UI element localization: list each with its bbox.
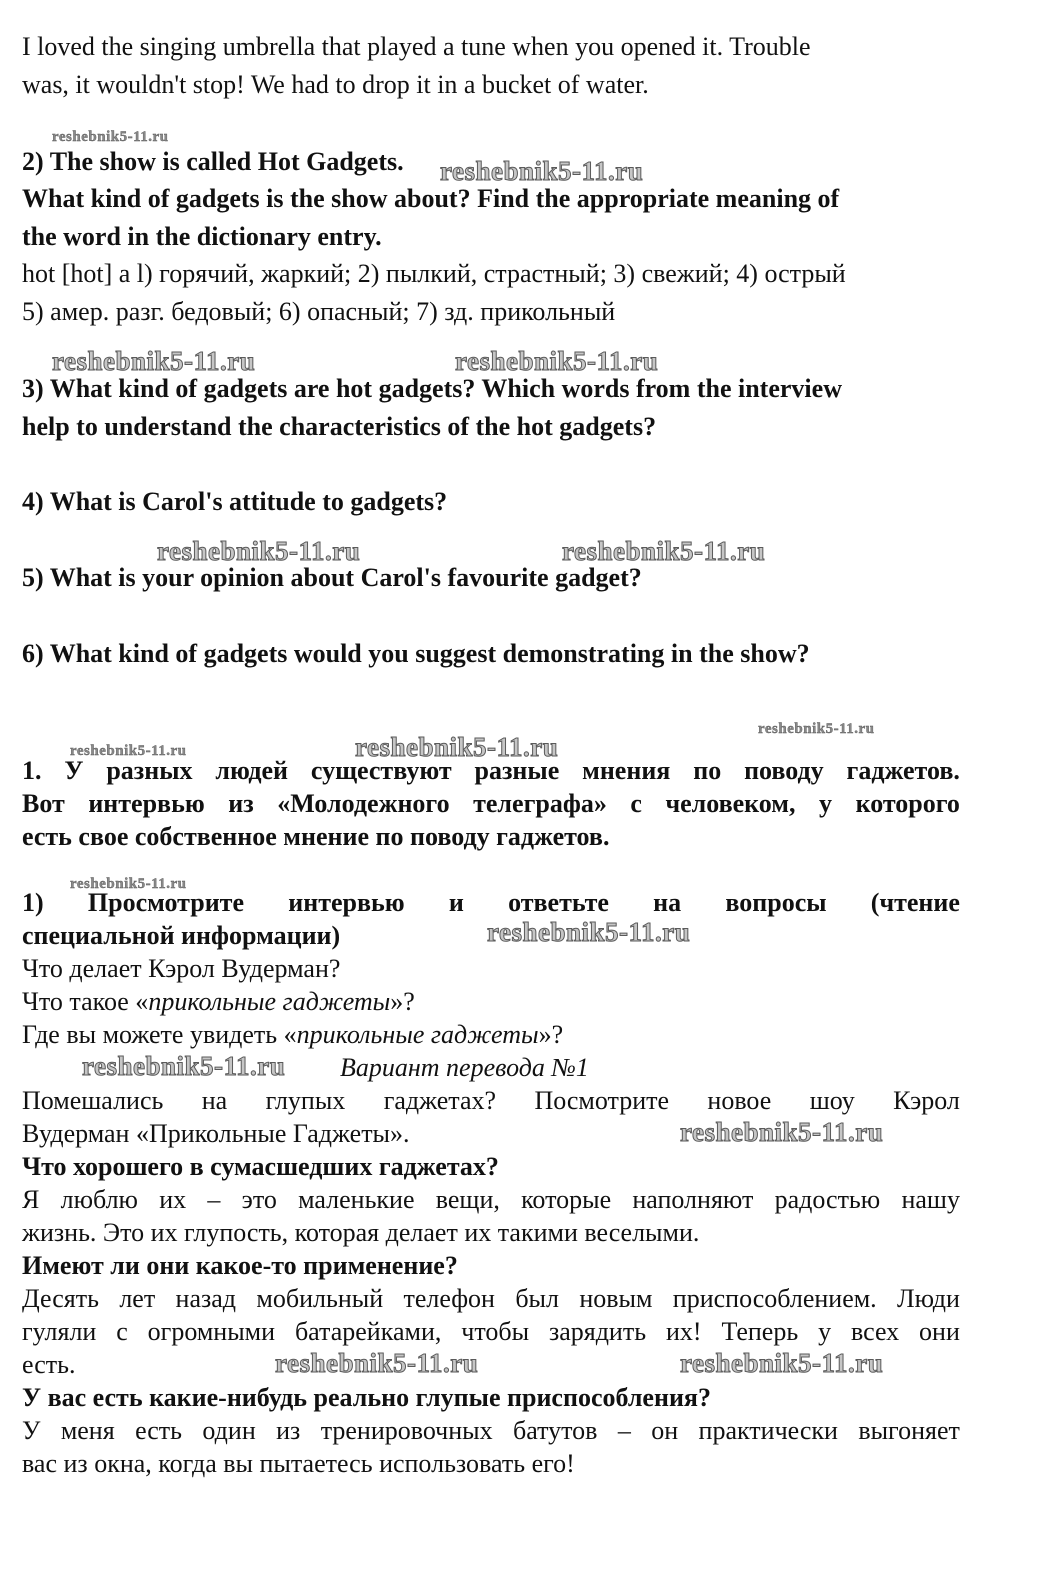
- word: у: [818, 1317, 832, 1346]
- word: разных: [106, 756, 193, 785]
- word: огромными: [147, 1317, 276, 1346]
- word: с: [116, 1317, 128, 1346]
- word: 1): [22, 888, 44, 917]
- word: он: [651, 1416, 679, 1445]
- word: телеграфа»: [473, 789, 607, 818]
- intro-line: I loved the singing umbrella that played a tune when you opened it. Trouble: [22, 32, 811, 61]
- word: человеком,: [665, 789, 796, 818]
- word: которого: [855, 789, 960, 818]
- word: по: [693, 756, 722, 785]
- word: один: [202, 1416, 256, 1445]
- task1-1-line: специальной информации): [22, 921, 341, 950]
- word: батутов: [513, 1416, 598, 1445]
- dictionary-entry-line: 5) амер. разг. бедовый; 6) опасный; 7) зд. прикольный: [22, 297, 616, 326]
- word: гаджетов.: [846, 756, 960, 785]
- watermark: reshebnik5-11.ru: [275, 1348, 479, 1378]
- word: мнения: [582, 756, 671, 785]
- word: гаджетах?: [383, 1086, 497, 1115]
- word: и: [448, 888, 464, 917]
- word: был: [515, 1284, 559, 1313]
- word: У: [64, 756, 84, 785]
- word: зарядить: [548, 1317, 647, 1346]
- word: радостью: [774, 1185, 881, 1214]
- word: Десять: [22, 1284, 99, 1313]
- watermark: reshebnik5-11.ru: [455, 346, 659, 376]
- word: это: [241, 1185, 277, 1214]
- word: наполняют: [632, 1185, 754, 1214]
- dictionary-entry-line: hot [hot] a l) горячий, жаркий; 2) пылкий, страстный; 3) свежий; 4) острый: [22, 259, 846, 288]
- watermark: reshebnik5-11.ru: [440, 156, 644, 186]
- question-prefix: Где вы можете увидеть «: [22, 1020, 297, 1049]
- watermark: reshebnik5-11.ru: [487, 917, 691, 947]
- word: которые: [521, 1185, 612, 1214]
- word: нашу: [901, 1185, 960, 1214]
- word: Просмотрите: [87, 888, 244, 917]
- watermark: reshebnik5-11.ru: [52, 346, 256, 376]
- word: из: [228, 789, 254, 818]
- word: людей: [215, 756, 289, 785]
- translation-line: [22, 1084, 960, 1118]
- task1-line: [22, 754, 960, 788]
- word: телефон: [403, 1284, 495, 1313]
- watermark: reshebnik5-11.ru: [52, 129, 169, 145]
- interview-question: Имеют ли они какое-то применение?: [22, 1251, 458, 1280]
- word: меня: [60, 1416, 115, 1445]
- word: маленькие: [298, 1185, 415, 1214]
- word: гуляли: [22, 1317, 97, 1346]
- watermark: reshebnik5-11.ru: [82, 1051, 286, 1081]
- word: чтобы: [461, 1317, 530, 1346]
- word: «Молодежного: [277, 789, 450, 818]
- word: шоу: [809, 1086, 855, 1115]
- word: новым: [579, 1284, 653, 1313]
- word: Кэрол: [893, 1086, 960, 1115]
- q5: 5) What is your opinion about Carol's favourite gadget?: [22, 563, 642, 592]
- interview-answer-line: вас из окна, когда вы пытаетесь использовать его!: [22, 1449, 575, 1478]
- word: приспособлением.: [672, 1284, 877, 1313]
- interview-answer-line: [22, 1315, 960, 1349]
- word: глупых: [265, 1086, 346, 1115]
- word: на: [201, 1086, 228, 1115]
- word: Вот: [22, 789, 65, 818]
- translation-line: Вудерман «Прикольные Гаджеты».: [22, 1119, 410, 1148]
- q2-question-line: What kind of gadgets is the show about? Find the appropriate meaning of: [22, 184, 840, 213]
- q2-title: 2) The show is called Hot Gadgets.: [22, 147, 404, 176]
- hot-gadgets-term: прикольные гаджеты: [296, 1020, 539, 1049]
- word: вопросы: [725, 888, 827, 917]
- q3-line: help to understand the characteristics of the hot gadgets?: [22, 412, 657, 441]
- word: существуют: [310, 756, 452, 785]
- intro-line: was, it wouldn't stop! We had to drop it in a bucket of water.: [22, 70, 649, 99]
- word: интервью: [288, 888, 405, 917]
- word: Помешались: [22, 1086, 164, 1115]
- task1-line: есть свое собственное мнение по поводу гаджетов.: [22, 822, 610, 851]
- interview-question: Что хорошего в сумасшедших гаджетах?: [22, 1152, 499, 1181]
- question-line: Что делает Кэрол Вудерман?: [22, 954, 341, 983]
- word: из: [276, 1416, 301, 1445]
- word: (чтение: [870, 888, 960, 917]
- word: всех: [850, 1317, 900, 1346]
- word: у: [819, 789, 833, 818]
- word: Я: [22, 1185, 40, 1214]
- watermark: reshebnik5-11.ru: [680, 1117, 884, 1147]
- watermark: reshebnik5-11.ru: [758, 721, 875, 737]
- question-prefix: Что такое «: [22, 987, 149, 1016]
- question-suffix: »?: [538, 1020, 564, 1049]
- word: Посмотрите: [534, 1086, 670, 1115]
- word: есть: [135, 1416, 183, 1445]
- word: вещи,: [435, 1185, 500, 1214]
- watermark: reshebnik5-11.ru: [70, 743, 187, 759]
- watermark: reshebnik5-11.ru: [355, 732, 559, 762]
- word: ответьте: [508, 888, 609, 917]
- hot-gadgets-term: прикольные гаджеты: [148, 987, 391, 1016]
- word: назад: [175, 1284, 237, 1313]
- question-line: [22, 985, 415, 1019]
- interview-answer-line: [22, 1282, 960, 1316]
- word: их!: [665, 1317, 702, 1346]
- interview-question: У вас есть какие-нибудь реально глупые приспособления?: [22, 1383, 711, 1412]
- word: Люди: [897, 1284, 960, 1313]
- word: Теперь: [721, 1317, 799, 1346]
- word: интервью: [88, 789, 205, 818]
- translation-label: Вариант перевода №1: [340, 1053, 589, 1082]
- word: лет: [119, 1284, 156, 1313]
- word: они: [919, 1317, 960, 1346]
- watermark: reshebnik5-11.ru: [562, 536, 766, 566]
- word: У: [22, 1416, 41, 1445]
- interview-answer-line: жизнь. Это их глупость, которая делает их такими веселыми.: [22, 1218, 700, 1247]
- word: поводу: [744, 756, 824, 785]
- word: 1.: [22, 756, 42, 785]
- q2-question-line: the word in the dictionary entry.: [22, 222, 382, 251]
- word: батарейками,: [294, 1317, 442, 1346]
- word: выгоняет: [858, 1416, 960, 1445]
- word: на: [653, 888, 682, 917]
- word: тренировочных: [320, 1416, 493, 1445]
- interview-answer-line: [22, 1183, 960, 1217]
- interview-answer-line: [22, 1414, 960, 1448]
- word: разные: [474, 756, 560, 785]
- word: –: [617, 1416, 631, 1445]
- word: новое: [707, 1086, 772, 1115]
- q3-line: 3) What kind of gadgets are hot gadgets? Which words from the interview: [22, 374, 842, 403]
- q6: 6) What kind of gadgets would you suggest demonstrating in the show?: [22, 639, 810, 668]
- watermark: reshebnik5-11.ru: [157, 536, 361, 566]
- word: с: [630, 789, 642, 818]
- word: люблю: [60, 1185, 138, 1214]
- q4: 4) What is Carol's attitude to gadgets?: [22, 487, 448, 516]
- word: мобильный: [256, 1284, 384, 1313]
- interview-answer-line: есть.: [22, 1350, 76, 1379]
- question-line: [22, 1018, 563, 1052]
- watermark: reshebnik5-11.ru: [70, 876, 187, 892]
- watermark: reshebnik5-11.ru: [680, 1348, 884, 1378]
- word: –: [207, 1185, 221, 1214]
- task1-1-line: [22, 886, 960, 920]
- word: практически: [698, 1416, 838, 1445]
- question-suffix: »?: [390, 987, 415, 1016]
- word: их: [159, 1185, 187, 1214]
- task1-line: [22, 787, 960, 821]
